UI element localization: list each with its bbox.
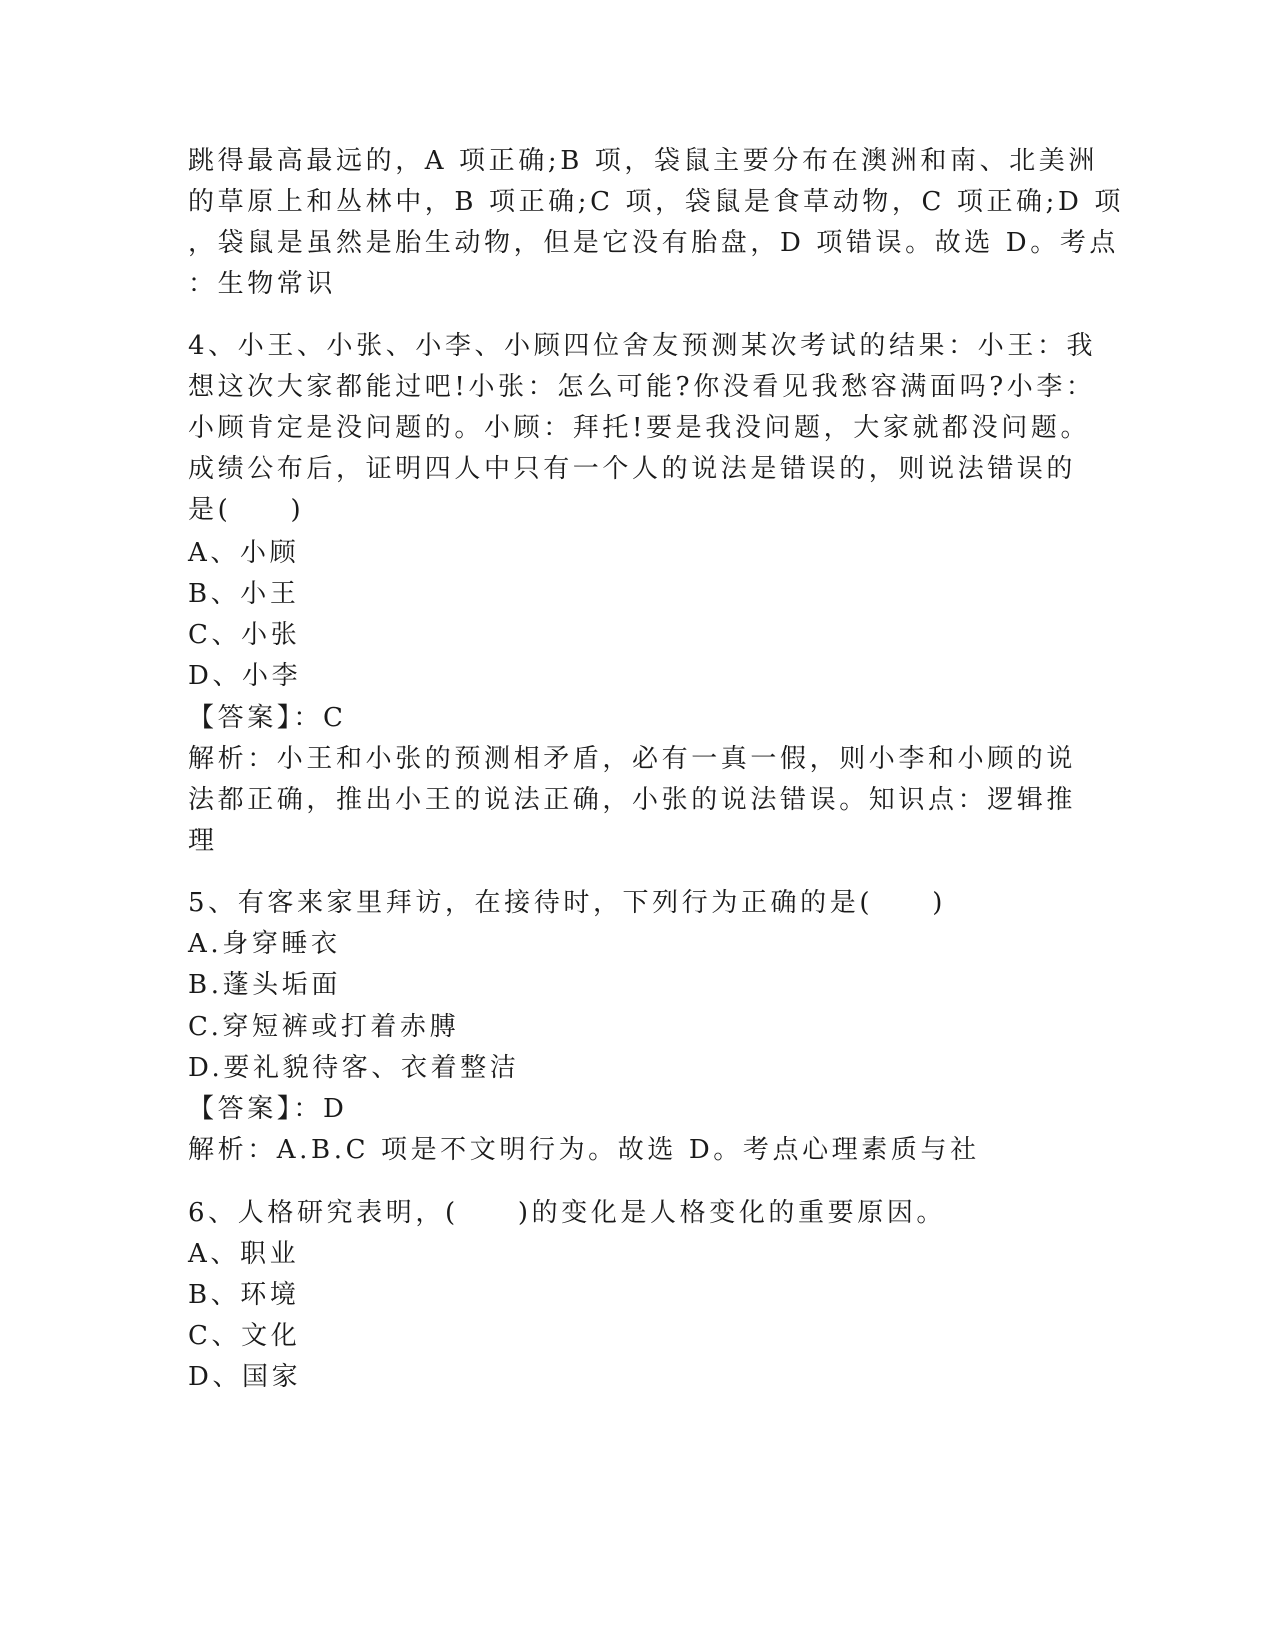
question-4-option-a: A、小顾 <box>188 538 300 568</box>
question-4-analysis-line: 理 <box>188 826 218 856</box>
question-4-stem-line: 成绩公布后，证明四人中只有一个人的说法是错误的，则说法错误的 <box>188 454 1077 484</box>
question-5-option-c: C.穿短裤或打着赤膊 <box>188 1012 460 1042</box>
question-4-option-c: C、小张 <box>188 620 301 650</box>
question-4-analysis-line: 解析：小王和小张的预测相矛盾，必有一真一假，则小李和小顾的说 <box>188 744 1077 774</box>
question-4-answer: 【答案】：C <box>188 703 347 733</box>
question-4-analysis-line: 法都正确，推出小王的说法正确，小张的说法错误。知识点：逻辑推 <box>188 785 1077 815</box>
question-4-stem-line: 4、小王、小张、小李、小顾四位舍友预测某次考试的结果：小王：我 <box>188 331 1097 361</box>
question-5-analysis-line: 解析：A.B.C 项是不文明行为。故选 D。考点心理素质与社 <box>188 1135 980 1165</box>
question-5-option-d: D.要礼貌待客、衣着整洁 <box>188 1053 520 1083</box>
question-4-option-d: D、小李 <box>188 661 302 691</box>
question-6-stem: 6、人格研究表明，( )的变化是人格变化的重要原因。 <box>188 1198 947 1228</box>
question-6-option-d: D、国家 <box>188 1362 302 1392</box>
analysis-continuation-line: ：生物常识 <box>188 269 337 299</box>
question-5-answer: 【答案】：D <box>188 1094 348 1124</box>
question-6-option-b: B、环境 <box>188 1280 300 1310</box>
analysis-continuation-line: 的草原上和丛林中，B 项正确;C 项，袋鼠是食草动物，C 项正确;D 项 <box>188 187 1124 217</box>
question-6-option-c: C、文化 <box>188 1321 301 1351</box>
question-5-option-a: A.身穿睡衣 <box>188 929 341 959</box>
question-4-stem-line: 是( ) <box>188 495 305 525</box>
question-4-option-b: B、小王 <box>188 579 300 609</box>
question-6-option-a: A、职业 <box>188 1239 300 1269</box>
question-4-stem-line: 小顾肯定是没问题的。小顾：拜托!要是我没问题，大家就都没问题。 <box>188 413 1091 443</box>
question-5-option-b: B.蓬头垢面 <box>188 970 341 1000</box>
question-5-stem: 5、有客来家里拜访，在接待时，下列行为正确的是( ) <box>188 888 947 918</box>
analysis-continuation-line: ，袋鼠是虽然是胎生动物，但是它没有胎盘，D 项错误。故选 D。考点 <box>188 228 1120 258</box>
question-4-stem-line: 想这次大家都能过吧!小张：怎么可能?你没看见我愁容满面吗?小李： <box>188 372 1096 402</box>
analysis-continuation-line: 跳得最高最远的，A 项正确;B 项，袋鼠主要分布在澳洲和南、北美洲 <box>188 146 1098 176</box>
